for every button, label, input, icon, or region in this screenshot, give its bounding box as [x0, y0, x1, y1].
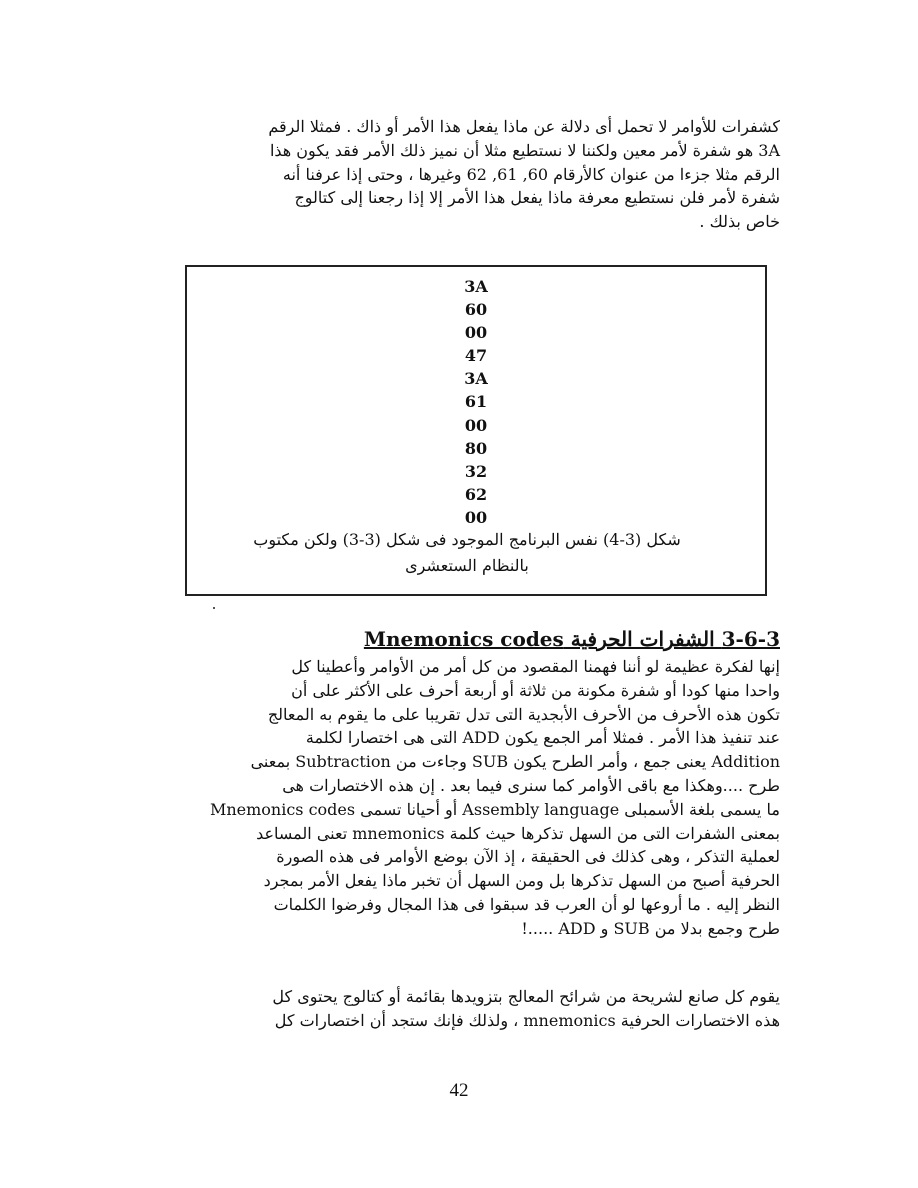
caption-line: شكل (3-4) نفس البرنامج الموجود فى شكل (3-3) ولكن مكتوب [253, 530, 681, 549]
text-line: واحدا منها كودا أو شفرة مكونة من ثلاثة أو أربعة أحرف على الأكثر على أن [291, 680, 780, 700]
hex-code: 00 [464, 415, 488, 435]
hex-code-list [187, 275, 765, 529]
text-line: لعملية التذكر ، وهى كذلك فى الحقيقة ، إذ الآن بوضع الأوامر فى هذه الصورة [276, 847, 780, 867]
text-line: إنها لفكرة عظيمة لو أننا فهمنا المقصود من كل أمر من الأوامر وأعطينا كل [291, 657, 780, 676]
page-number: 42 [449, 1080, 469, 1101]
text-line: تكون هذه الأحرف من الأحرف الأبجدية التى تدل تقريبا على ما يقوم به المعالج [267, 704, 780, 724]
text-line: Addition يعنى جمع ، وأمر الطرح يكون SUB وجاءت من Subtraction بمعنى [250, 752, 780, 772]
scan-speck [213, 607, 215, 609]
text-line: الرقم مثلا جزءا من عنوان كالأرقام 60, 61, 62 وغيرها ، وحتى إذا عرفنا أنه [282, 164, 780, 184]
text-line: طرح ....وهكذا مع باقى الأوامر كما سنرى فيما بعد . إن هذه الاختصارات هى [282, 775, 780, 795]
hex-code: 60 [464, 300, 488, 320]
text-line: خاص بذلك . [699, 212, 780, 232]
figure-caption [207, 527, 727, 579]
text-line: يقوم كل صانع لشريحة من شرائح المعالج بتزويدها بقائمة أو كتالوج يحتوى كل [272, 987, 780, 1006]
text-line: عند تنفيذ هذا الأمر . فمثلا أمر الجمع يكون ADD التى هى اختصارا لكلمة [305, 728, 780, 748]
hex-code: 3A [464, 277, 488, 296]
hex-code: 00 [464, 323, 488, 343]
hex-code: 32 [464, 461, 488, 481]
figure-box [185, 265, 767, 596]
text-line: النظر إليه . ما أروعها لو أن العرب قد سبقوا فى هذا المجال وفرضوا الكلمات [273, 894, 780, 914]
text-line: هذه الاختصارات الحرفية mnemonics ، ولذلك فإنك ستجد أن اختصارات كل [274, 1010, 780, 1030]
body-paragraph [158, 655, 780, 941]
intro-paragraph [158, 115, 780, 234]
hex-code: 47 [464, 346, 488, 366]
hex-code: 80 [464, 438, 488, 458]
hex-code: 00 [464, 507, 488, 527]
text-line: كشفرات للأوامر لا تحمل أى دلالة عن ماذا يفعل هذا الأمر أو ذاك . فمثلا الرقم [268, 117, 780, 136]
text-line: بمعنى الشفرات التى من السهل تذكرها حيث كلمة mnemonics تعنى المساعد [256, 823, 780, 843]
hex-code: 62 [464, 484, 488, 504]
hex-code: 61 [464, 392, 488, 412]
caption-line: بالنظام الستعشرى [405, 556, 529, 575]
text-line: 3A هو شفرة لأمر معين ولكننا لا نستطيع مثلا أن نميز ذلك الأمر فقد يكون هذا [269, 140, 780, 160]
section-heading: 3-6-3 الشفرات الحرفية Mnemonics codes [363, 627, 780, 651]
closing-paragraph [158, 985, 780, 1033]
text-line: ما يسمى بلغة الأسمبلى Assembly language أو أحيانا تسمى Mnemonics codes [209, 799, 780, 819]
text-line: الحرفية أصبح من السهل تذكرها بل ومن السهل أن تخبر ماذا يفعل الأمر بمجرد [263, 871, 780, 891]
text-line: شفرة لأمر فلن نستطيع معرفة ماذا يفعل هذا الأمر إلا إذا رجعنا إلى كتالوج [294, 188, 780, 208]
text-line: طرح وجمع بدلا من SUB و ADD .....! [521, 918, 780, 938]
hex-code: 3A [464, 369, 488, 389]
